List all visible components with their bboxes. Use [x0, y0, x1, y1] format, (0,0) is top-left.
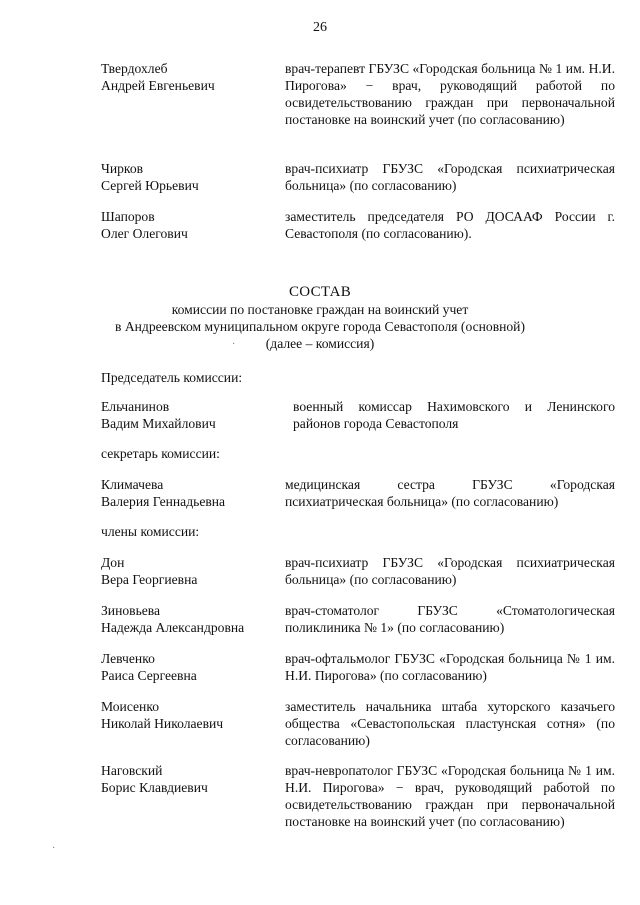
member-given-name: Валерия Геннадьевна: [101, 494, 226, 509]
member-surname: Твердохлеб: [101, 61, 168, 76]
member-role: врач-стоматолог ГБУЗС «Стоматологическая поликлиника № 1» (по согласованию): [285, 603, 615, 635]
page-number: 26: [313, 20, 327, 35]
member-surname: Чирков: [101, 161, 144, 176]
member-given-name: Андрей Евгеньевич: [101, 78, 215, 93]
member-role: врач-терапевт ГБУЗС «Городская больница № 1 им. Н.И. Пирогова» − врач, руководящий работой по освидетельствованию граждан при первоначальной постановке на воинский учет (по согласованию): [285, 61, 615, 127]
member-surname: Климачева: [101, 477, 164, 492]
member-given-name: Олег Олегович: [101, 226, 188, 241]
member-name: [101, 554, 281, 588]
scan-speck: ·: [232, 339, 236, 350]
member-role: медицинская сестра ГБУЗС «Городская психиатрическая больница» (по согласованию): [285, 477, 615, 509]
commission-heading: [0, 284, 640, 352]
member-name: [101, 650, 281, 684]
scan-speck: ·: [52, 843, 56, 854]
heading-title: СОСТАВ: [288, 284, 352, 300]
member-surname: Шапоров: [101, 209, 155, 224]
heading-line: в Андреевском муниципальном округе города Севастополя (основной): [115, 319, 525, 334]
member-role: врач-психиатр ГБУЗС «Городская психиатрическая больница» (по согласованию): [285, 555, 615, 587]
member-name: [101, 762, 281, 796]
member-given-name: Раиса Сергеевна: [101, 668, 197, 683]
member-surname: Зиновьева: [101, 603, 161, 618]
member-role: врач-офтальмолог ГБУЗС «Городская больница № 1 им. Н.И. Пирогова» (по согласованию): [285, 651, 615, 683]
member-name: [101, 398, 281, 432]
member-role: военный комиссар Нахимовского и Ленинского районов города Севастополя: [293, 399, 615, 431]
member-surname: Дон: [101, 555, 125, 570]
member-role: врач-невропатолог ГБУЗС «Городская больница № 1 им. Н.И. Пирогова» − врач, руководящий работой по освидетельствованию граждан при первоначальной постановке на воинский учет (по согласованию): [285, 763, 615, 829]
member-name: [101, 60, 281, 94]
member-name: [101, 698, 281, 732]
member-role: врач-психиатр ГБУЗС «Городская психиатрическая больница» (по согласованию): [285, 161, 615, 193]
member-given-name: Николай Николаевич: [101, 716, 224, 731]
member-surname: Моисенко: [101, 699, 160, 714]
chairman-label: Председатель комиссии:: [101, 370, 243, 385]
secretary-label: секретарь комиссии:: [101, 446, 220, 461]
member-role: заместитель начальника штаба хуторского казачьего общества «Севастопольская пластунская сотня» (по согласованию): [285, 699, 615, 748]
member-name: [101, 208, 281, 242]
member-given-name: Борис Клавдиевич: [101, 780, 208, 795]
member-given-name: Надежда Александровна: [101, 620, 245, 635]
heading-line: (далее – комиссия): [265, 336, 375, 351]
member-surname: Наговский: [101, 763, 163, 778]
member-given-name: Сергей Юрьевич: [101, 178, 199, 193]
members-label: члены комиссии:: [101, 524, 200, 539]
member-name: [101, 602, 281, 636]
member-role: заместитель председателя РО ДОСААФ России г. Севастополя (по согласованию).: [285, 209, 615, 241]
member-surname: Левченко: [101, 651, 155, 666]
member-given-name: Вера Георгиевна: [101, 572, 198, 587]
member-name: [101, 476, 281, 510]
member-surname: Ельчанинов: [101, 399, 170, 414]
heading-line: комиссии по постановке граждан на воинский учет: [171, 302, 469, 317]
member-name: [101, 160, 281, 194]
member-given-name: Вадим Михайлович: [101, 416, 216, 431]
